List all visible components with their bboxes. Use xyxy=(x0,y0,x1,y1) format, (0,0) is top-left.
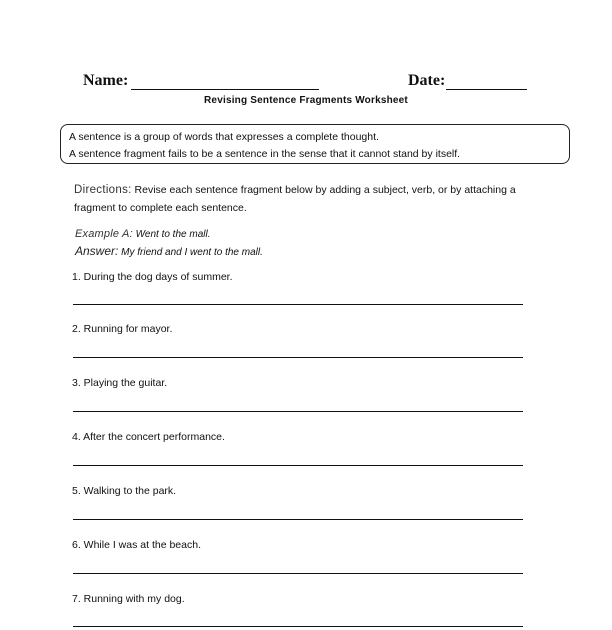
definition-box xyxy=(60,124,570,164)
answer-line-1[interactable] xyxy=(73,304,523,305)
answer-line-6[interactable] xyxy=(73,573,523,574)
definition-fragment: A sentence fragment fails to be a sentence in the sense that it cannot stand by itself. xyxy=(69,148,461,160)
example-fragment: Went to the mall. xyxy=(135,229,211,240)
answer-line-7[interactable] xyxy=(73,626,523,627)
example-label: Example A: xyxy=(75,228,133,240)
directions xyxy=(74,181,544,217)
worksheet-title: Revising Sentence Fragments Worksheet xyxy=(204,95,408,106)
answer-label: Answer: xyxy=(75,244,119,258)
answer-line-4[interactable] xyxy=(73,465,523,466)
answer-line-2[interactable] xyxy=(73,357,523,358)
question-5: 5. Walking to the park. xyxy=(72,485,177,497)
example-answer: My friend and I went to the mall. xyxy=(121,247,263,258)
name-label: Name: xyxy=(83,72,129,89)
directions-text: Revise each sentence fragment below by adding a subject, verb, or by attaching a fragment to complete each sentence. xyxy=(74,184,516,214)
answer-line-3[interactable] xyxy=(73,411,523,412)
example-block xyxy=(75,226,535,261)
answer-line-5[interactable] xyxy=(73,519,523,520)
question-4: 4. After the concert performance. xyxy=(72,431,225,443)
name-field-line[interactable] xyxy=(131,89,319,90)
date-field-line[interactable] xyxy=(446,89,527,90)
directions-label: Directions: xyxy=(74,184,132,196)
date-label: Date: xyxy=(408,72,446,89)
example-row xyxy=(75,226,535,243)
question-2: 2. Running for mayor. xyxy=(72,323,173,335)
question-3: 3. Playing the guitar. xyxy=(72,377,168,389)
definition-sentence: A sentence is a group of words that expresses a complete thought. xyxy=(69,131,379,143)
header xyxy=(0,72,612,92)
question-1: 1. During the dog days of summer. xyxy=(72,271,233,283)
question-6: 6. While I was at the beach. xyxy=(72,539,201,551)
answer-row xyxy=(75,243,535,261)
question-7: 7. Running with my dog. xyxy=(72,593,185,605)
